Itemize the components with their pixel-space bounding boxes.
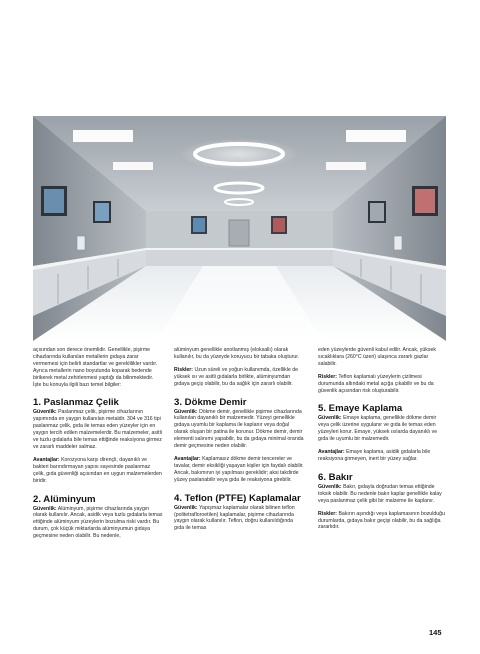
paragraph: açısından son derece önemlidir. Genellikle, pişirme cihazlarında kullanılan metallerin gıdaya zarar vermemesi için belirli standartlar ve gereklilikler vardır. Ayrıca metallerin nano boyutunda koparak bedende birikerek metal zehirlenmesi yaptığı da bilinmektedir. İşte bu konuyla ilgili bazı temel bilgiler:	[33, 347, 158, 388]
paragraph	[318, 449, 448, 463]
paragraph	[174, 456, 304, 484]
lead-label: Güvenlik:	[318, 483, 342, 490]
lead-label: Riskler:	[174, 366, 194, 373]
paragraph-text: Alüminyum, pişirme cihazlarında yaygın olarak kullanılır. Ancak, asidik veya tuzlu gıdalarla temas ettiğinde alüminyum yüzeylerin bozulma riski vardır. Bu durum, çok küçük miktarlarda alüminyumun gıdaya geçmesine neden olabilir. Bu nedenle,	[33, 505, 163, 540]
paragraph-text: Yapışmaz kaplamalar olarak bilinen teflon (politetrafloroetilen) kaplamalar, pişirme cihazlarında yaygın olarak kullanılır. Teflon, doğru kullanıldığında gıda ile temas	[174, 504, 295, 532]
paragraph	[174, 409, 304, 450]
paragraph	[33, 409, 163, 450]
lead-label: Avantajlar:	[318, 449, 345, 456]
page-number: 145	[429, 628, 442, 637]
paragraph	[174, 367, 304, 388]
lead-label: Güvenlik:	[318, 415, 342, 422]
paragraph	[318, 374, 448, 395]
paragraph-text: Teflon kaplamalı yüzeylerin çizilmesi durumunda altındaki metal açığa çıkabilir ve bu da güvenlik açısından risk oluşturabilir.	[318, 373, 434, 394]
lead-label: Avantajlar:	[174, 455, 201, 462]
paragraph-text: Kaplamasız dökme demir tencereler ve tavalar, demir eksikliği yaşayan kişiler için faydalı olabilir. Ancak, bakımının iyi yapılması gereklidir; aksi takdirde yüzey paslanabilir veya gıda ile reaksiyona girebilir.	[174, 455, 304, 483]
section-heading: 5. Emaye Kaplama	[318, 403, 403, 415]
lead-label: Riskler:	[318, 510, 338, 517]
paragraph	[318, 415, 448, 443]
section-heading: 3. Dökme Demir	[174, 396, 247, 408]
lead-label: Avantajlar:	[33, 456, 60, 463]
paragraph	[174, 505, 304, 533]
paragraph-text: Emaye kaplama, asidik gıdalarla bile reaksiyona girmeyen, inert bir yüzey sağlar.	[318, 449, 431, 462]
galley-photo	[33, 116, 446, 341]
lead-label: Güvenlik:	[174, 504, 198, 511]
paragraph: eden yüzeylerde güvenli kabul edilir. Ancak, yüksek sıcaklıklara (260°C üzeri) ulaşınca zararlı gazlar salabilir.	[318, 347, 436, 367]
paragraph	[33, 457, 163, 485]
paragraph-text: Bakırın aşındığı veya kaplamasının bozulduğu durumlarda, gıdaya bakır geçişi olabilir, bu da sağlığa zararlıdır.	[318, 510, 445, 531]
section-heading: 2. Alüminyum	[33, 493, 96, 505]
text-column-3	[318, 347, 448, 537]
paragraph-text: Bakır, gıdayla doğrudan temas ettiğinde toksik olabilir. Bu nedenle bakır kaplar genellikle kalay veya paslanmaz çelik gibi bir malzeme ile kaplanır.	[318, 483, 442, 504]
paragraph-text: Paslanmaz çelik, pişirme cihazlarının yapımında en yaygın kullanılan metaldir. 304 ve 316 tipi paslanmaz çelik, gıda ile temas eden yüzeyler için en yaygın tercih edilen malzemelerdir. Bu malzemeler, asitli ve tuzlu gıdalarla bile temas ettiğinde reaksiyona girmez ve zararlı maddeler salmaz.	[33, 409, 162, 450]
lead-label: Güvenlik:	[33, 505, 57, 512]
lead-label: Güvenlik:	[33, 409, 57, 416]
paragraph-text: Korozyona karşı dirençli, dayanıklı ve bakteri barındırmayan yapısı sayesinde paslanmaz çelik, gıda güvenliği açısından en uygun malzemelerden biridir.	[33, 456, 162, 484]
paragraph-text: Emaye kaplama, genellikle dökme demir veya çelik üzerine uygulanır ve gıda ile temas eden yüzeyleri korur. Emaye, yüksek ısılarda dayanıklı ve gıda ile uyumlu bir malzemedir.	[318, 415, 438, 443]
section-heading: 1. Paslanmaz Çelik	[33, 397, 119, 409]
paragraph-text: Uzun süreli ve yoğun kullanımda, özellikle de yüksek ısı ve asitli gıdalarla birlikte, alüminyumdan gıdaya geçiş olabilir, bu da sağlık için zararlı olabilir.	[174, 366, 298, 387]
text-column-1	[33, 347, 163, 546]
paragraph-text: Dökme demir, genellikle pişirme cihazlarında kullanılan dayanıklı bir malzemedir. Yüzeyi genellikle gıdaya uyumlu bir kaplama ile kaplanır veya doğal olarak oluşan bir patina ile korunur. Dökme demir, demir elementi salınımı yapabilir, bu da gıdaya minimal oranda demir geçmesine neden olabilir.	[174, 408, 304, 450]
section-heading: 6. Bakır	[318, 471, 353, 483]
text-column-2	[174, 347, 304, 538]
paragraph	[318, 511, 448, 532]
paragraph	[318, 484, 448, 505]
lead-label: Riskler:	[318, 373, 338, 380]
paragraph	[33, 506, 163, 541]
section-heading: 4. Teflon (PTFE) Kaplamalar	[174, 492, 301, 504]
lead-label: Güvenlik:	[174, 408, 198, 415]
paragraph: alüminyum genellikle anotlanmış (eloksallı) olarak kullanılır, bu da yüzeyde koruyucu bir tabaka oluşturur.	[174, 347, 300, 360]
